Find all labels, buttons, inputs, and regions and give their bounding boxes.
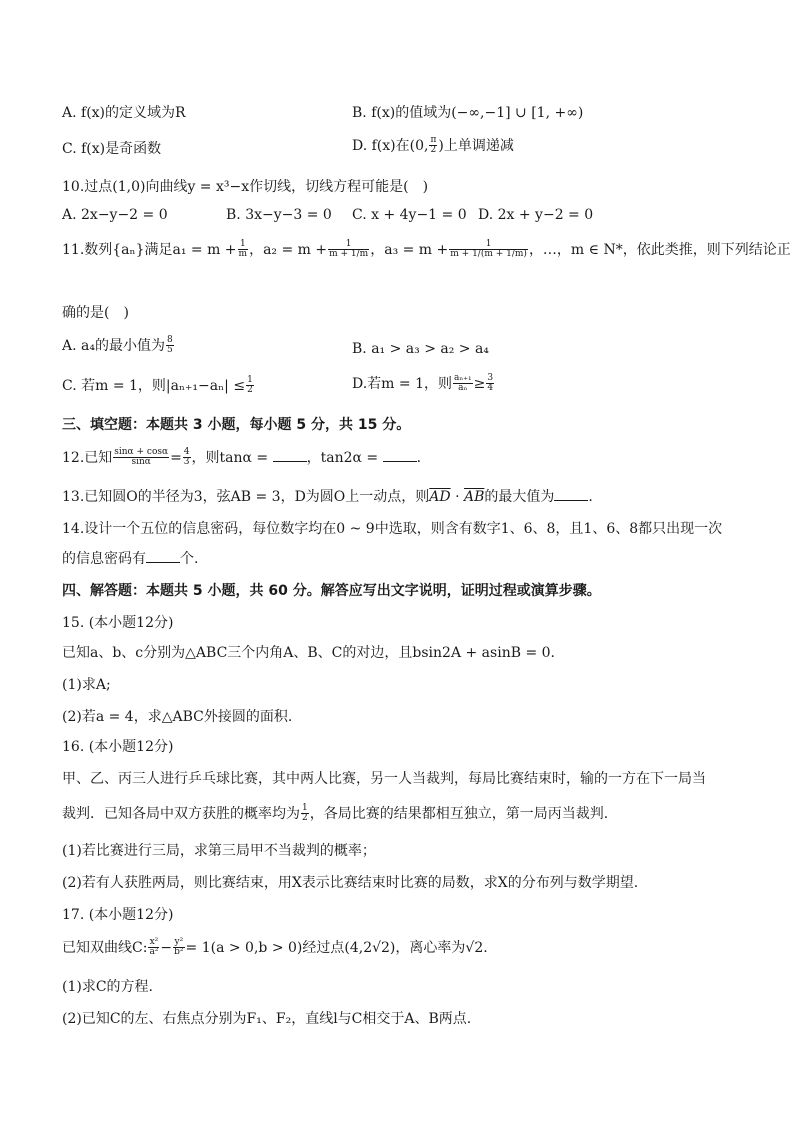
q15-part1: (1)求A; xyxy=(62,677,111,693)
q11-option-a: A. a₄的最小值为 $\frac{8}{5}$ xyxy=(62,335,173,356)
q17-head: 17. (本小题12分) xyxy=(62,907,174,923)
q9-d-fraction: $\frac{\pi}{2}$ xyxy=(430,135,437,156)
q12-blank-2 xyxy=(383,460,417,462)
q14-line2: 的信息密码有 个. xyxy=(62,551,199,567)
q16-part1: (1)若比赛进行三局，求第三局甲不当裁判的概率； xyxy=(62,843,376,859)
q13: 13.已知圆O的半径为3，弦AB = 3，D为圆O上一动点，则$\overline{AD} \cdot \overline{AB}$的最大值为 . xyxy=(62,489,593,505)
q17-part1: (1)求C的方程. xyxy=(62,979,153,995)
q10-option-b: B. 3x−y−3 = 0 xyxy=(226,207,332,223)
q16-line2: 裁判．已知各局中双方获胜的概率均为 $\frac{1}{2}$ ，各局比赛的结果都相互独立，第一局丙当裁判. xyxy=(62,803,609,824)
q15-head: 15. (本小题12分) xyxy=(62,615,174,631)
q17-stem: 已知双曲线C: $\frac{\text{x²}}{\text{a²}}$ − $\frac{\text{y²}}{\text{b²}}$ = 1(a > 0,b > 0)经过点(4,2√2)，离心率为√2. xyxy=(62,937,488,958)
q9-option-b: B. f(x)的值域为(−∞,−1] ∪ [1, +∞) xyxy=(352,105,584,121)
q9-option-a: A. f(x)的定义域为R xyxy=(62,105,186,121)
q16-line1: 甲、乙、丙三人进行乒乓球比赛，其中两人比赛，另一人当裁判，每局比赛结束时，输的一方在下一局当 xyxy=(62,771,706,787)
q11-option-b: B. a₁ > a₃ > a₂ > a₄ xyxy=(352,341,489,357)
section-solutions-header: 四、解答题：本题共 5 小题，共 60 分。解答应写出文字说明，证明过程或演算步骤。 xyxy=(62,583,601,599)
q16-head: 16. (本小题12分) xyxy=(62,739,174,755)
q12-blank-1 xyxy=(273,460,307,462)
q9-option-c: C. f(x)是奇函数 xyxy=(62,141,162,157)
q11-stem: 11.数列{aₙ}满足a₁ = m + $\frac{1}{m}$ ，a₂ = m + $\frac{1}{m + 1/m}$ ，a₃ = m + $\frac{1}{m + 1/(m + 1/m)}$ ，…，m ∈ N*，依此类推，则下列结论正 xyxy=(62,239,791,260)
q11-option-c: C. 若m = 1，则|aₙ₊₁−aₙ| ≤ $\frac{1}{2}$ xyxy=(62,375,253,396)
q9-option-d: D. f(x)在(0, $\frac{\pi}{2}$ )上单调递减 xyxy=(352,135,514,156)
q14-line1: 14.设计一个五位的信息密码，每位数字均在0 ~ 9中选取，则含有数字1、6、8，且1、6、8都只出现一次 xyxy=(62,521,723,537)
q14-blank xyxy=(146,561,180,563)
q10-stem: 10.过点(1,0)向曲线y = x³−x作切线，切线方程可能是( ) xyxy=(62,179,429,195)
q13-blank xyxy=(554,499,588,501)
q10-option-d: D. 2x + y−2 = 0 xyxy=(478,207,594,223)
q11-stem-continued: 确的是( ) xyxy=(62,305,129,321)
q11-option-d: D.若m = 1，则 $\frac{\text{aₙ₊₁}}{\text{aₙ}}$ ≥ $\frac{3}{4}$ xyxy=(352,373,494,394)
q10-option-c: C. x + 4y−1 = 0 xyxy=(352,207,467,223)
section-fill-in-header: 三、填空题：本题共 3 小题，每小题 5 分，共 15 分。 xyxy=(62,417,411,433)
q17-part2: (2)已知C的左、右焦点分别为F₁、F₂，直线l与C相交于A、B两点. xyxy=(62,1011,472,1027)
q16-part2: (2)若有人获胜两局，则比赛结束，用X表示比赛结束时比赛的局数，求X的分布列与数学期望. xyxy=(62,875,639,891)
q15-part2: (2)若a = 4，求△ABC外接圆的面积. xyxy=(62,709,293,725)
q15-stem: 已知a、b、c分别为△ABC三个内角A、B、C的对边，且bsin2A + asinB = 0. xyxy=(62,645,555,661)
q12: 12.已知 $\frac{\sin\alpha + \cos\alpha}{\sin\alpha}$ = $\frac{4}{3}$ ，则tanα = ，tan2α = . xyxy=(62,447,422,468)
q10-option-a: A. 2x−y−2 = 0 xyxy=(62,207,168,223)
